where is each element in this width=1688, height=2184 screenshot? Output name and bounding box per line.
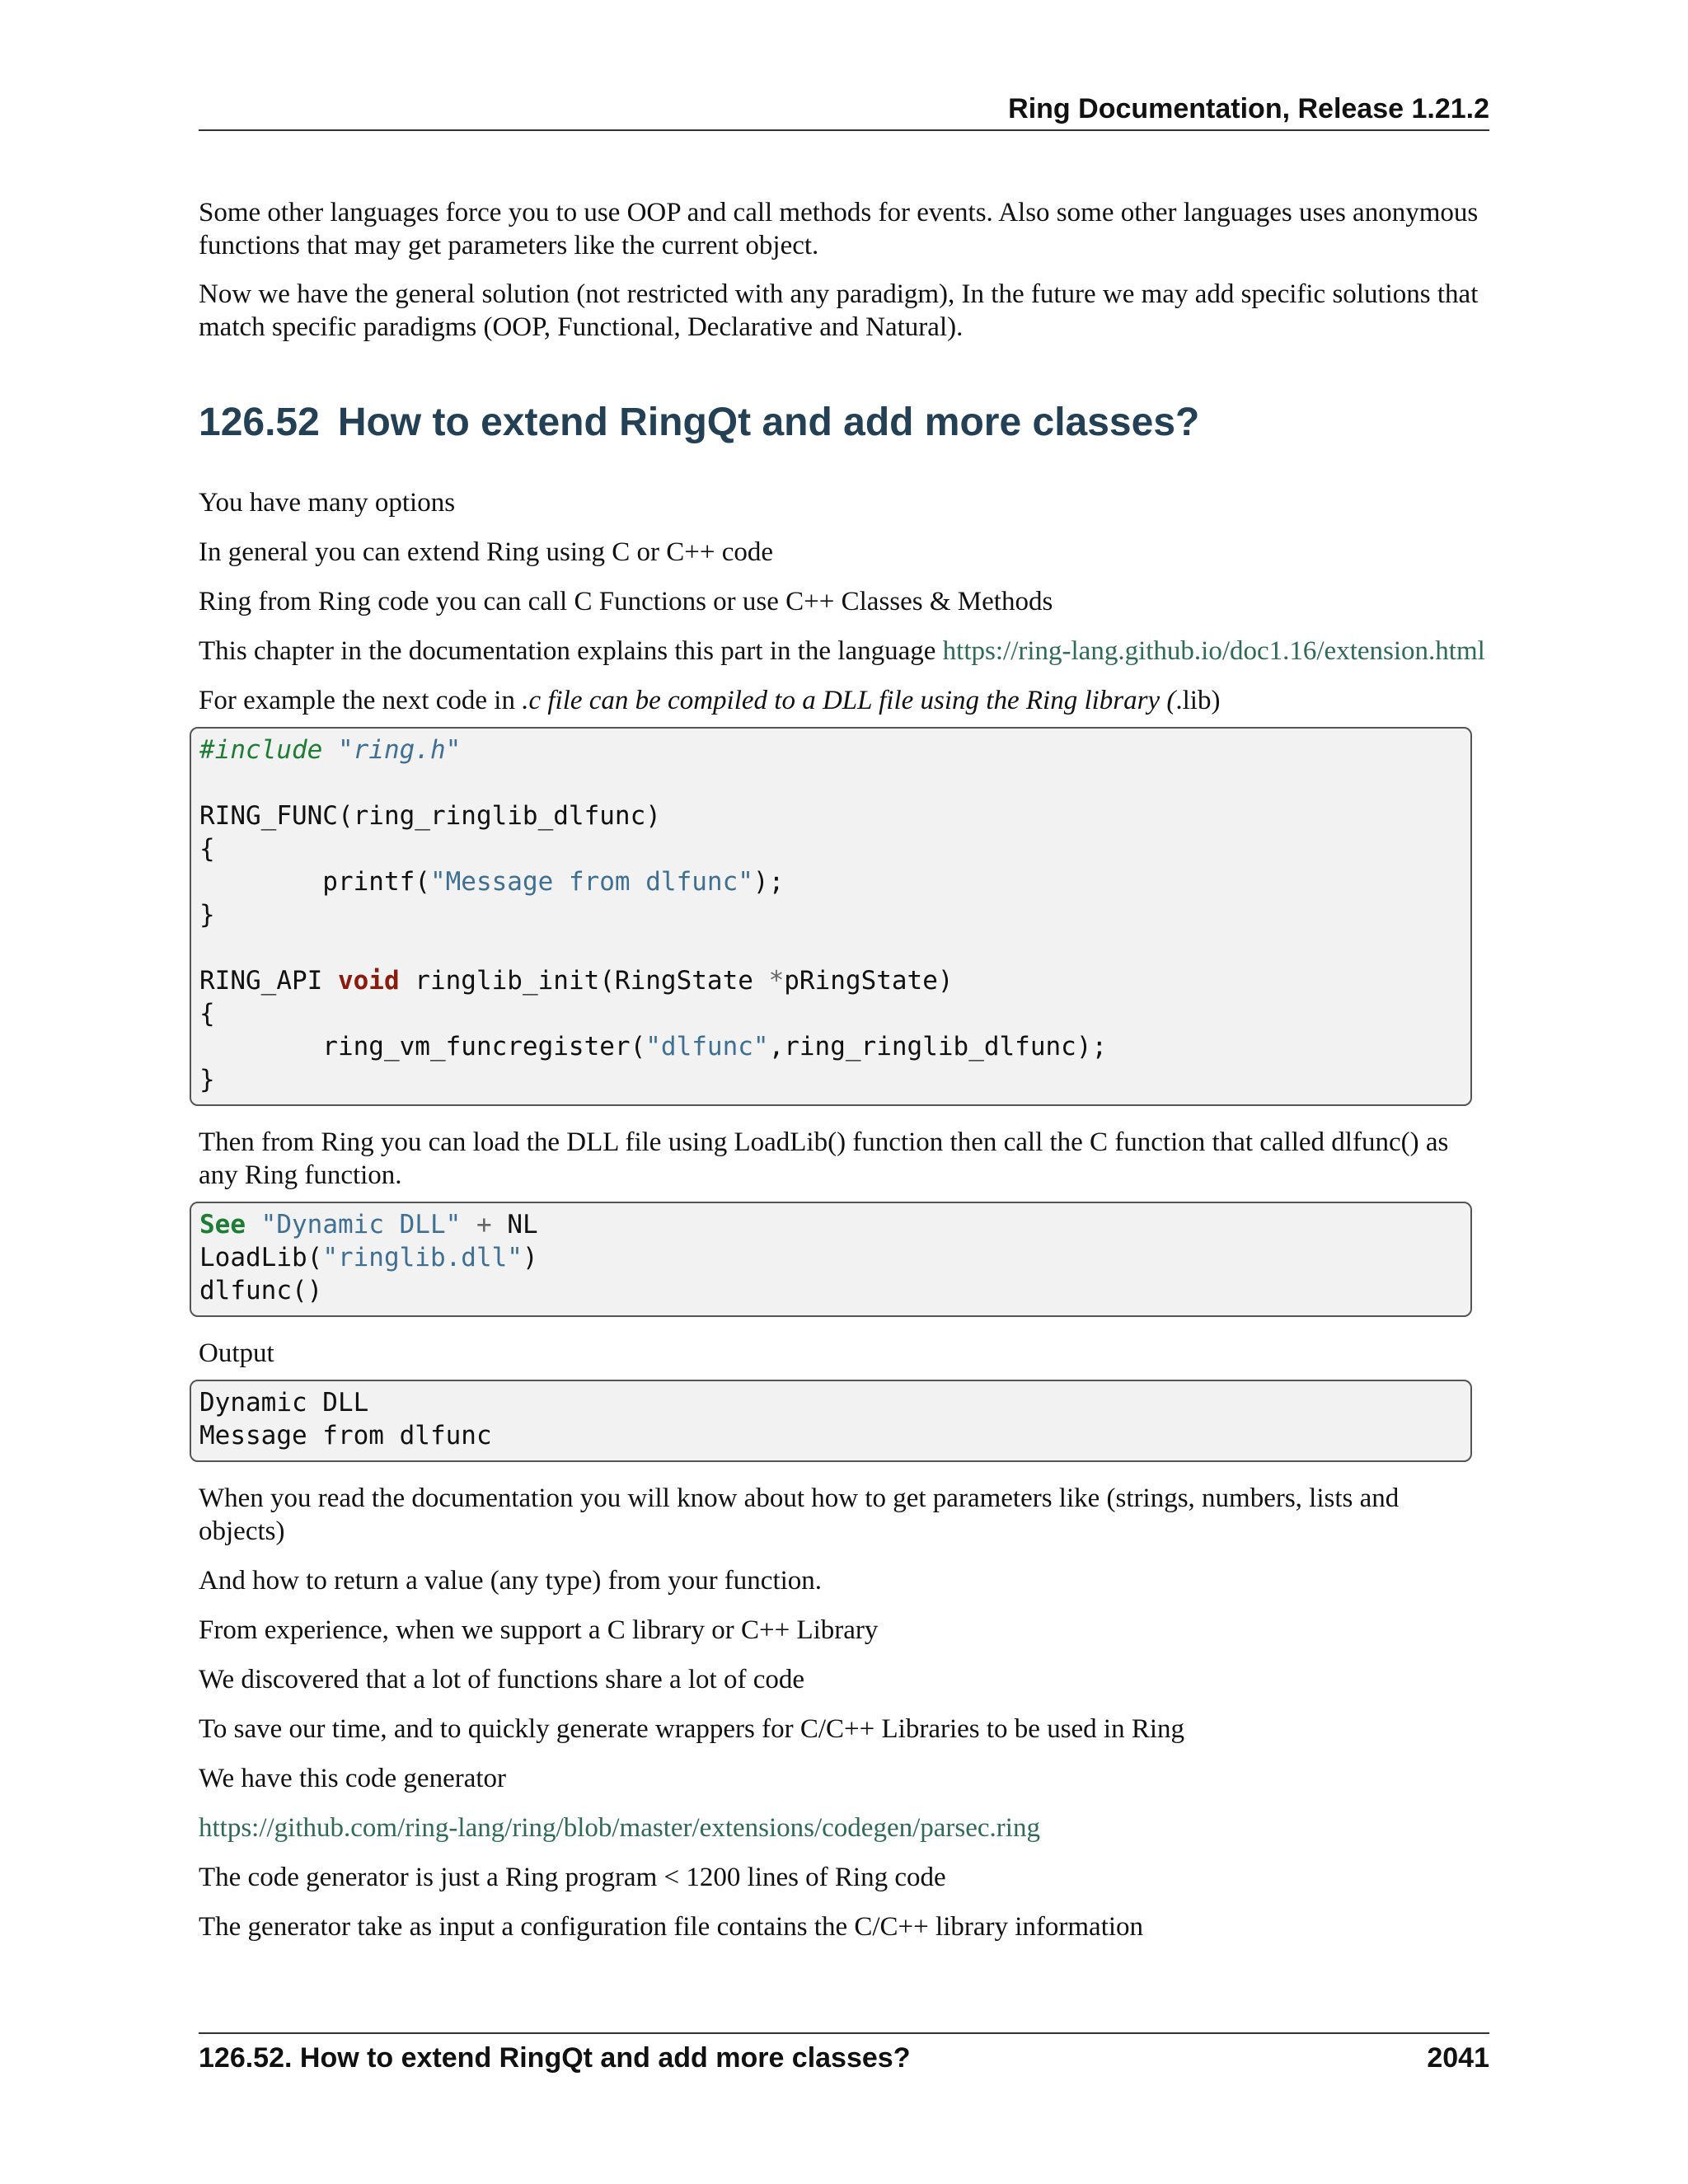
paragraph: You have many options bbox=[199, 488, 456, 518]
paragraph: From experience, when we support a C library or C++ Library bbox=[199, 1615, 879, 1645]
intro-paragraph-2: Now we have the general solution (not restricted with any paradigm), In the future we may add specific solutions that match specific paradigms (OOP, Functional, Declarative and Natural). bbox=[199, 279, 1479, 342]
code-token: ) bbox=[522, 1243, 538, 1272]
code-token: ring_vm_funcregister( bbox=[199, 1032, 646, 1062]
code-token: #include bbox=[199, 735, 323, 765]
doc-paragraph-text: This chapter in the documentation explains this part in the language bbox=[199, 636, 943, 666]
code-token: "ringlib.dll" bbox=[322, 1243, 523, 1272]
code-token: ); bbox=[753, 867, 785, 897]
code-line: } bbox=[199, 900, 215, 930]
section-body bbox=[199, 486, 1489, 1943]
doc-paragraph bbox=[199, 635, 1489, 668]
page-content bbox=[199, 196, 1489, 1943]
extension-doc-link[interactable]: https://ring-lang.github.io/doc1.16/extension.html bbox=[942, 636, 1485, 666]
code-token: "Message from dlfunc" bbox=[429, 867, 753, 897]
generator-link-paragraph bbox=[199, 1811, 1489, 1844]
paragraph: We discovered that a lot of functions share a lot of code bbox=[199, 1665, 805, 1694]
paragraph: In general you can extend Ring using C or C++ code bbox=[199, 537, 774, 567]
code-token: LoadLib( bbox=[199, 1243, 323, 1272]
paragraph: When you read the documentation you will know about how to get parameters like (strings, numbers, lists and objects) bbox=[199, 1483, 1400, 1546]
code-token: ,ring_ringlib_dlfunc); bbox=[768, 1032, 1108, 1062]
paragraph: To save our time, and to quickly generate wrappers for C/C++ Libraries to be used in Ring bbox=[199, 1714, 1185, 1744]
example-text-c: .lib) bbox=[1175, 686, 1221, 715]
code-token: See bbox=[199, 1210, 246, 1240]
c-code-block bbox=[190, 727, 1472, 1106]
ring-code-block bbox=[190, 1202, 1472, 1317]
output-block bbox=[190, 1380, 1472, 1462]
code-line: { bbox=[199, 999, 215, 1029]
page-footer bbox=[199, 2032, 1489, 2074]
code-token: + bbox=[476, 1210, 492, 1240]
code-token: printf( bbox=[199, 867, 430, 897]
code-line: } bbox=[199, 1065, 215, 1094]
paragraph: The generator take as input a configuration file contains the C/C++ library information bbox=[199, 1912, 1144, 1942]
code-line: dlfunc() bbox=[199, 1276, 323, 1305]
section-title: How to extend RingQt and add more classes? bbox=[337, 401, 1200, 444]
page-number: 2041 bbox=[1427, 2042, 1489, 2074]
code-line: { bbox=[199, 834, 215, 864]
code-line: RING_FUNC(ring_ringlib_dlfunc) bbox=[199, 801, 661, 831]
code-token: "ring.h" bbox=[337, 735, 462, 765]
paragraph: The code generator is just a Ring program < 1200 lines of Ring code bbox=[199, 1863, 946, 1892]
paragraph: We have this code generator bbox=[199, 1764, 507, 1793]
code-token: * bbox=[768, 966, 785, 996]
section-number: 126.52 bbox=[199, 401, 320, 444]
code-token: ringlib_init(RingState bbox=[399, 966, 769, 996]
example-text-a: For example the next code in bbox=[199, 686, 523, 715]
doc-title: Ring Documentation, Release 1.21.2 bbox=[1008, 93, 1489, 124]
parsec-link[interactable]: https://github.com/ring-lang/ring/blob/master/extensions/codegen/parsec.ring bbox=[199, 1813, 1040, 1843]
code-token: pRingState) bbox=[784, 966, 954, 996]
code-token: "Dynamic DLL" bbox=[260, 1210, 462, 1240]
intro-paragraph-1: Some other languages force you to use OOP and call methods for events. Also some other languages uses anonymous functions that may get parameters like the current object. bbox=[199, 198, 1479, 260]
paragraph: Then from Ring you can load the DLL file using LoadLib() function then call the C function that called dlfunc() as any Ring function. bbox=[199, 1127, 1449, 1190]
paragraph: And how to return a value (any type) from your function. bbox=[199, 1566, 823, 1596]
output-line: Message from dlfunc bbox=[199, 1421, 492, 1451]
code-token: void bbox=[337, 966, 400, 996]
page-header bbox=[199, 92, 1489, 131]
example-paragraph bbox=[199, 684, 1489, 717]
section-heading bbox=[199, 398, 1489, 448]
footer-section-title: 126.52. How to extend RingQt and add more classes? bbox=[199, 2042, 911, 2074]
example-text-b: .c file can be compiled to a DLL file using the Ring library ( bbox=[522, 686, 1176, 715]
code-token: NL bbox=[491, 1210, 538, 1240]
output-label: Output bbox=[199, 1338, 274, 1368]
code-token: RING_API bbox=[199, 966, 338, 996]
paragraph: Ring from Ring code you can call C Functions or use C++ Classes & Methods bbox=[199, 587, 1053, 616]
code-token: "dlfunc" bbox=[645, 1032, 769, 1062]
output-line: Dynamic DLL bbox=[199, 1388, 369, 1418]
